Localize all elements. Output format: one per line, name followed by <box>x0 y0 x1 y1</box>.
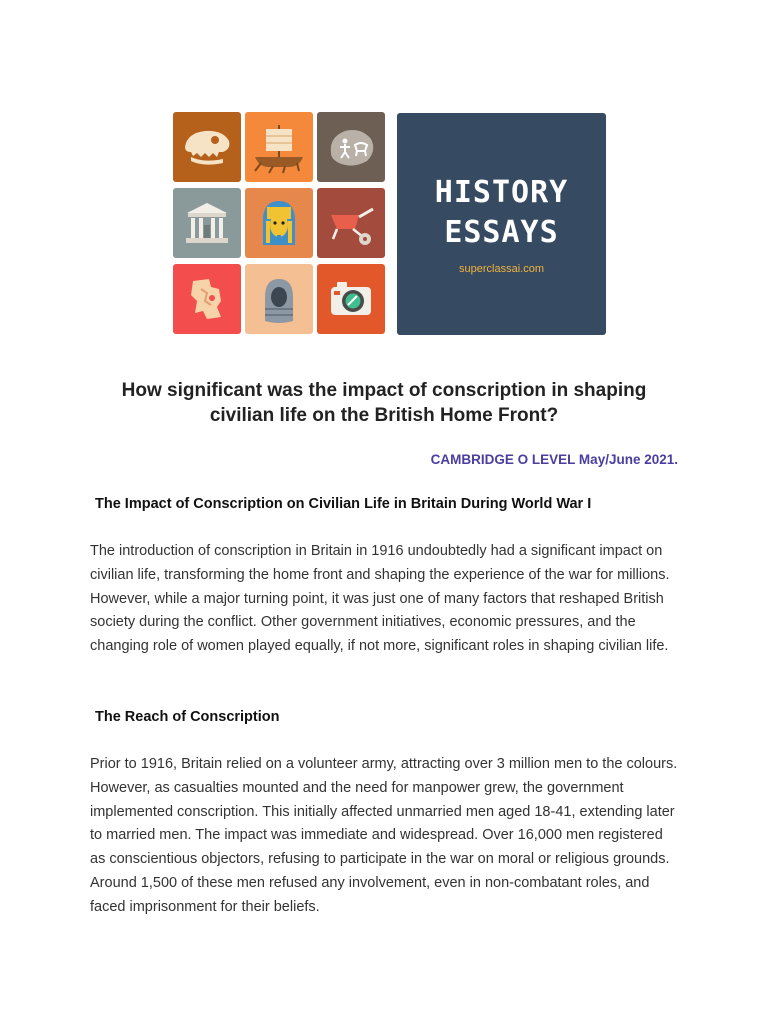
viking-ship-icon <box>251 119 307 175</box>
knight-helmet-icon <box>251 271 307 327</box>
paragraph-reach: Prior to 1916, Britain relied on a volunteer army, attracting over 3 million men to the colours. However, as casualties mounted and the need for manpower grew, the government implemented conscription. This initially affected unmarried men aged 18-41, extending later to married men. The impact was immediate and widespread. Over 16,000 men registered as conscientious objectors, refusing to participate in the war on moral or religious grounds. Around 1,500 of these men refused any involvement, even in non-combatant roles, and faced imprisonment for their beliefs. <box>90 756 678 915</box>
camera-icon <box>323 271 379 327</box>
history-essays-banner <box>173 112 607 336</box>
history-title-line1: HISTORY <box>434 175 569 210</box>
classical-temple-icon <box>179 195 235 251</box>
pharaoh-mask-icon <box>251 195 307 251</box>
paragraph-introduction: The introduction of conscription in Britain in 1916 undoubtedly had a significant impact on civilian life, transforming the home front and shaping the experience of the war for millions. However, while a major turning point, it was just one of many factors that reshaped British society during the conflict. Other government initiatives, economic pressures, and the changing role of women played equally, if not more, significant roles in shaping civilian life. <box>90 543 670 655</box>
tile-dinosaur <box>173 112 241 182</box>
tile-temple <box>173 188 241 258</box>
page-title-line1: How significant was the impact of conscription in shaping <box>121 380 647 401</box>
history-title-line2: ESSAYS <box>444 215 559 250</box>
history-icon-grid <box>173 112 385 334</box>
section-heading-reach: The Reach of Conscription <box>95 709 280 725</box>
exam-reference: CAMBRIDGE O LEVEL May/June 2021. <box>430 452 678 467</box>
tile-camera <box>317 264 385 334</box>
tile-pharaoh <box>245 188 313 258</box>
tile-wheelbarrow <box>317 188 385 258</box>
tile-map <box>173 264 241 334</box>
tile-cave-painting <box>317 112 385 182</box>
tile-helmet <box>245 264 313 334</box>
section-heading-impact: The Impact of Conscription on Civilian Life in Britain During World War I <box>95 496 592 512</box>
history-essays-card <box>397 113 606 335</box>
wheelbarrow-icon <box>323 195 379 251</box>
cave-painting-icon <box>323 119 379 175</box>
page-title <box>90 378 678 428</box>
tile-ship <box>245 112 313 182</box>
dinosaur-skull-icon <box>179 119 235 175</box>
ancient-map-icon <box>179 271 235 327</box>
page-title-line2: civilian life on the British Home Front? <box>209 405 559 426</box>
site-url: superclassai.com <box>459 263 544 275</box>
